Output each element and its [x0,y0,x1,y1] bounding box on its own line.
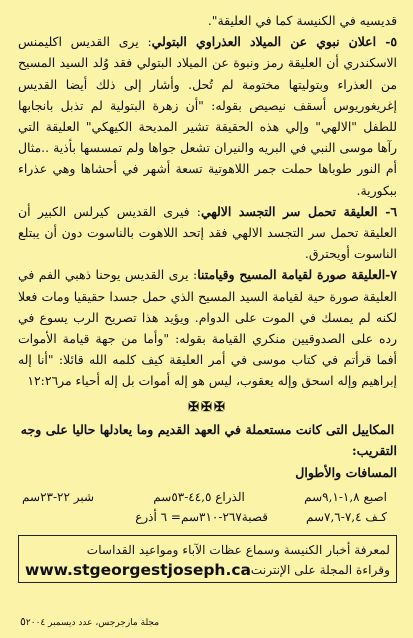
website-url-link[interactable]: www.stgeorgestjoseph.ca [25,560,251,579]
measures-table [18,487,397,527]
paragraph-point-7 [18,264,397,391]
measures-row [18,507,397,527]
point-6-body: : فيرى القديس كيرلس الكبير أن العليقة تحمل سر التجسد الالهي فقد إتحد اللاهوت بالناسوت دون أن يبتلع الناسوت أويحترق. [18,203,397,262]
paragraph-continuation: قديسيه في الكنيسة كما في العليقة". [207,13,397,28]
measure-cell: اصبع ١,٨-٩,١سم [304,489,387,504]
point-7-body: : يرى القديس يوحنا ذهبي الفم في العليقة صورة حية لقيامة السيد المسيح الذي حمل جسدا حقيقيا ومات فعلا لكنه لم يمسك في الموت على الدوام. ويؤيد هذا تصريح الرب يسوع في رده على الصدوقيين منكري القيامة بقوله: "وأما من جهة قيامة الأموات أفما قرأتم في كتاب موسى في أمر العليقة كيف كلمه الله قائلا: "أنا إله إبراهيم وإله اسحق وإله يعقوب، ليس هو إله أموات بل إله أحياء مر١٢:٢٦ [18,267,397,389]
website-box-line1: لمعرفة أخبار الكنيسة وسماع عظات الآباء ومواعيد القداسات [86,542,390,557]
issue-label: مجلة مارجرجس، عدد ديسمبر ٢٠٠٤ [25,618,160,628]
measures-row [18,487,397,507]
crosses-icon: ✠✠✠ [188,399,227,415]
measure-cell: قصبة٢٦٧-٣١٠سم= ٦ أذرع [135,509,268,524]
page-body [18,10,397,583]
measure-cell: الذراع ٤٤,٥-٥٣سم [153,489,245,504]
paragraph-point-6 [18,201,397,265]
page-footer [20,615,395,628]
point-7-title: ٧-العليقة صورة لقيامة المسيح وقيامتنا [197,267,397,283]
measures-subheading: المسافات والأطوال [295,464,397,480]
point-5-body: : يرى القديس اكليمنس الاسكندري أن العليقة رمز ونبوة عن الميلاد البتولي فقد وُلد السيد المسيح من العذراء وبتوليتها مختومة لم تُحل. وأشار إلى ذلك أيضا القديس إغريغوريوس أسقف نيصيص بقوله: "أن زهرة البتولية لم تذبل بانجابها للطفل "الالهي" وإلي هذه الحقيقة تشير المديحة الكيهكي" العليقة التي رآها موسى النبي في البريه والنيران تشعل جواها ولم تمسسها بأذية ..مثال أم النور طوباها حملت جمر اللاهوتية تسعة أشهر في أحشاها وهي عذراء ببكورية. [18,34,397,198]
measure-cell: كـف ٧,٤-٧,٦سم [305,509,387,524]
page-number: ٥ [20,615,26,628]
website-box [18,535,397,583]
paragraph-point-5 [18,31,397,201]
point-6-title: ٦- العليقة تحمل سر التجسد الالهي [200,203,397,219]
point-5-title: ٥- اعلان نبوي عن الميلاد العذراوي البتولي [151,34,397,50]
measure-cell: شبر ٢٢-٢٣سم [22,489,95,504]
measures-heading: المكاييل التى كانت مستعملة في العهد القديم وما يعادلها حاليا على وجه التقريب: [20,421,397,458]
website-box-line2: وقراءة المجلة على الإنترنت [250,562,390,577]
